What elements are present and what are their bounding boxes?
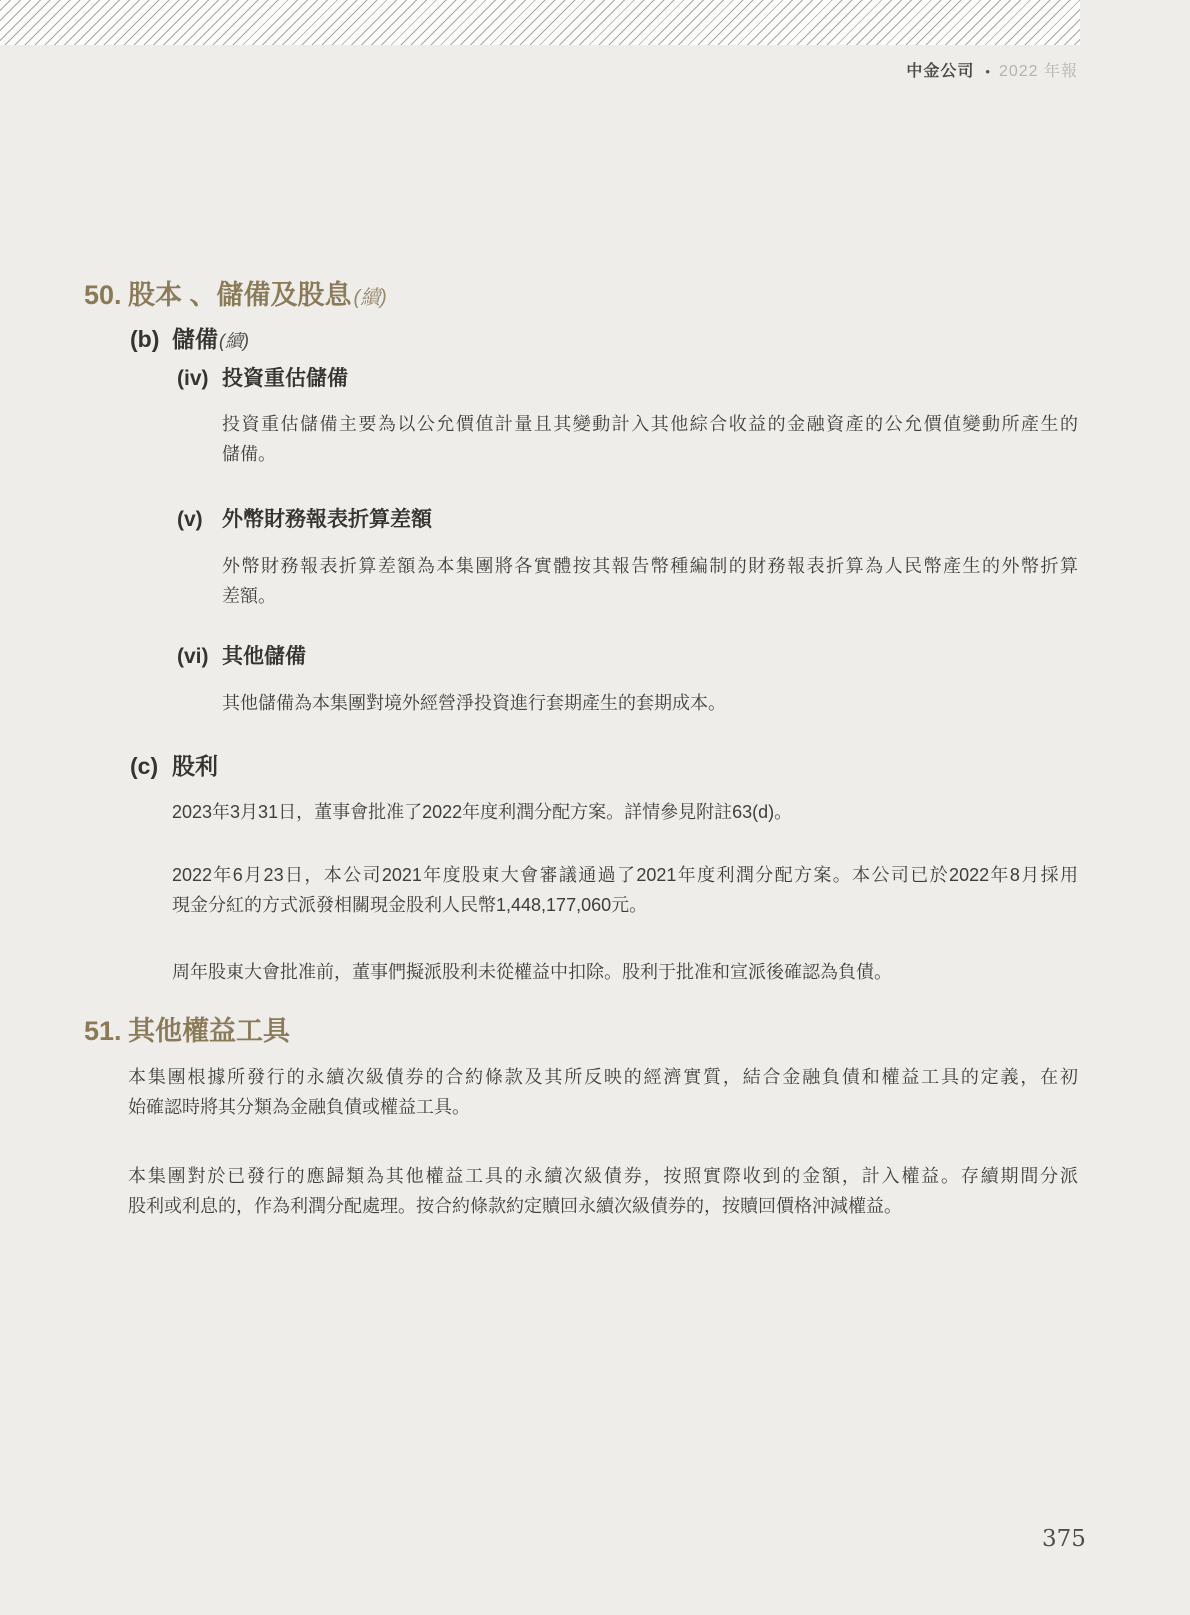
dividend-paragraph-3 — [172, 957, 1078, 987]
separator-dot-icon: • — [985, 64, 990, 79]
report-edition: 2022 年報 — [998, 63, 1078, 80]
subsection-title: 儲備 — [172, 326, 218, 352]
item-title: 外幣財務報表折算差額 — [222, 508, 432, 531]
item-title: 其他儲備 — [222, 645, 306, 668]
company-name: 中金公司 — [906, 63, 975, 80]
subsection-b-heading — [130, 326, 249, 354]
hatch-band — [0, 0, 1080, 45]
equity-instrument-paragraph-1 — [128, 1062, 1078, 1122]
reserve-vi-paragraph — [222, 688, 1078, 718]
reserve-iv-heading — [177, 367, 348, 391]
continued-marker: (續) — [219, 331, 249, 351]
dividend-paragraph-1 — [172, 797, 1078, 827]
item-label: (vi) — [177, 645, 209, 668]
section-number: 51. — [84, 1016, 122, 1046]
subsection-label: (b) — [130, 326, 160, 352]
item-label: (v) — [177, 508, 203, 531]
text-line: 外幣財務報表折算差額為本集團將各實體按其報告幣種編制的財務報表折算為人民幣產生的外幣折算 — [222, 556, 1078, 576]
section-title: 其他權益工具 — [128, 1016, 290, 1046]
continued-marker: (續) — [353, 287, 387, 309]
dividend-paragraph-2 — [172, 860, 1078, 920]
text-line: 周年股東大會批准前，董事們擬派股利未從權益中扣除。股利于批准和宣派後確認為負債。 — [172, 962, 892, 982]
item-label: (iv) — [177, 367, 209, 390]
text-line: 始確認時將其分類為金融負債或權益工具。 — [128, 1097, 470, 1117]
subsection-label: (c) — [130, 753, 159, 779]
text-line: 本集團對於已發行的應歸類為其他權益工具的永續次級債券，按照實際收到的金額，計入權益。存續期間分派 — [128, 1166, 1078, 1186]
reserve-vi-heading — [177, 645, 306, 669]
section-50-heading — [84, 280, 387, 313]
page-header — [906, 62, 1078, 82]
text-line: 差額。 — [222, 586, 276, 606]
text-line: 其他儲備為本集團對境外經營淨投資進行套期產生的套期成本。 — [222, 693, 726, 713]
text-line: 現金分紅的方式派發相關現金股利人民幣1,448,177,060元。 — [172, 895, 648, 915]
text-line: 2023年3月31日，董事會批准了2022年度利潤分配方案。詳情參見附註63(d)。 — [172, 802, 793, 822]
section-51-heading — [84, 1016, 290, 1046]
reserve-v-heading — [177, 508, 432, 532]
section-title: 股本 、儲備及股息 — [128, 280, 352, 310]
text-line: 2022年6月23日，本公司2021年度股東大會審議通過了2021年度利潤分配方案。本公司已於2022年8月採用 — [172, 865, 1078, 885]
text-line: 股利或利息的，作為利潤分配處理。按合約條款約定贖回永續次級債券的，按贖回價格沖減權益。 — [128, 1196, 902, 1216]
subsection-c-heading — [130, 753, 218, 779]
reserve-v-paragraph — [222, 551, 1078, 611]
page-number: 375 — [1042, 1526, 1086, 1552]
subsection-title: 股利 — [172, 753, 218, 779]
section-number: 50. — [84, 280, 122, 310]
equity-instrument-paragraph-2 — [128, 1161, 1078, 1221]
reserve-iv-paragraph — [222, 409, 1078, 469]
text-line: 投資重估儲備主要為以公允價值計量且其變動計入其他綜合收益的金融資產的公允價值變動所產生的 — [222, 414, 1078, 434]
text-line: 儲備。 — [222, 444, 276, 464]
text-line: 本集團根據所發行的永續次級債券的合約條款及其所反映的經濟實質，結合金融負債和權益工具的定義，在初 — [128, 1067, 1078, 1087]
item-title: 投資重估儲備 — [222, 367, 348, 390]
